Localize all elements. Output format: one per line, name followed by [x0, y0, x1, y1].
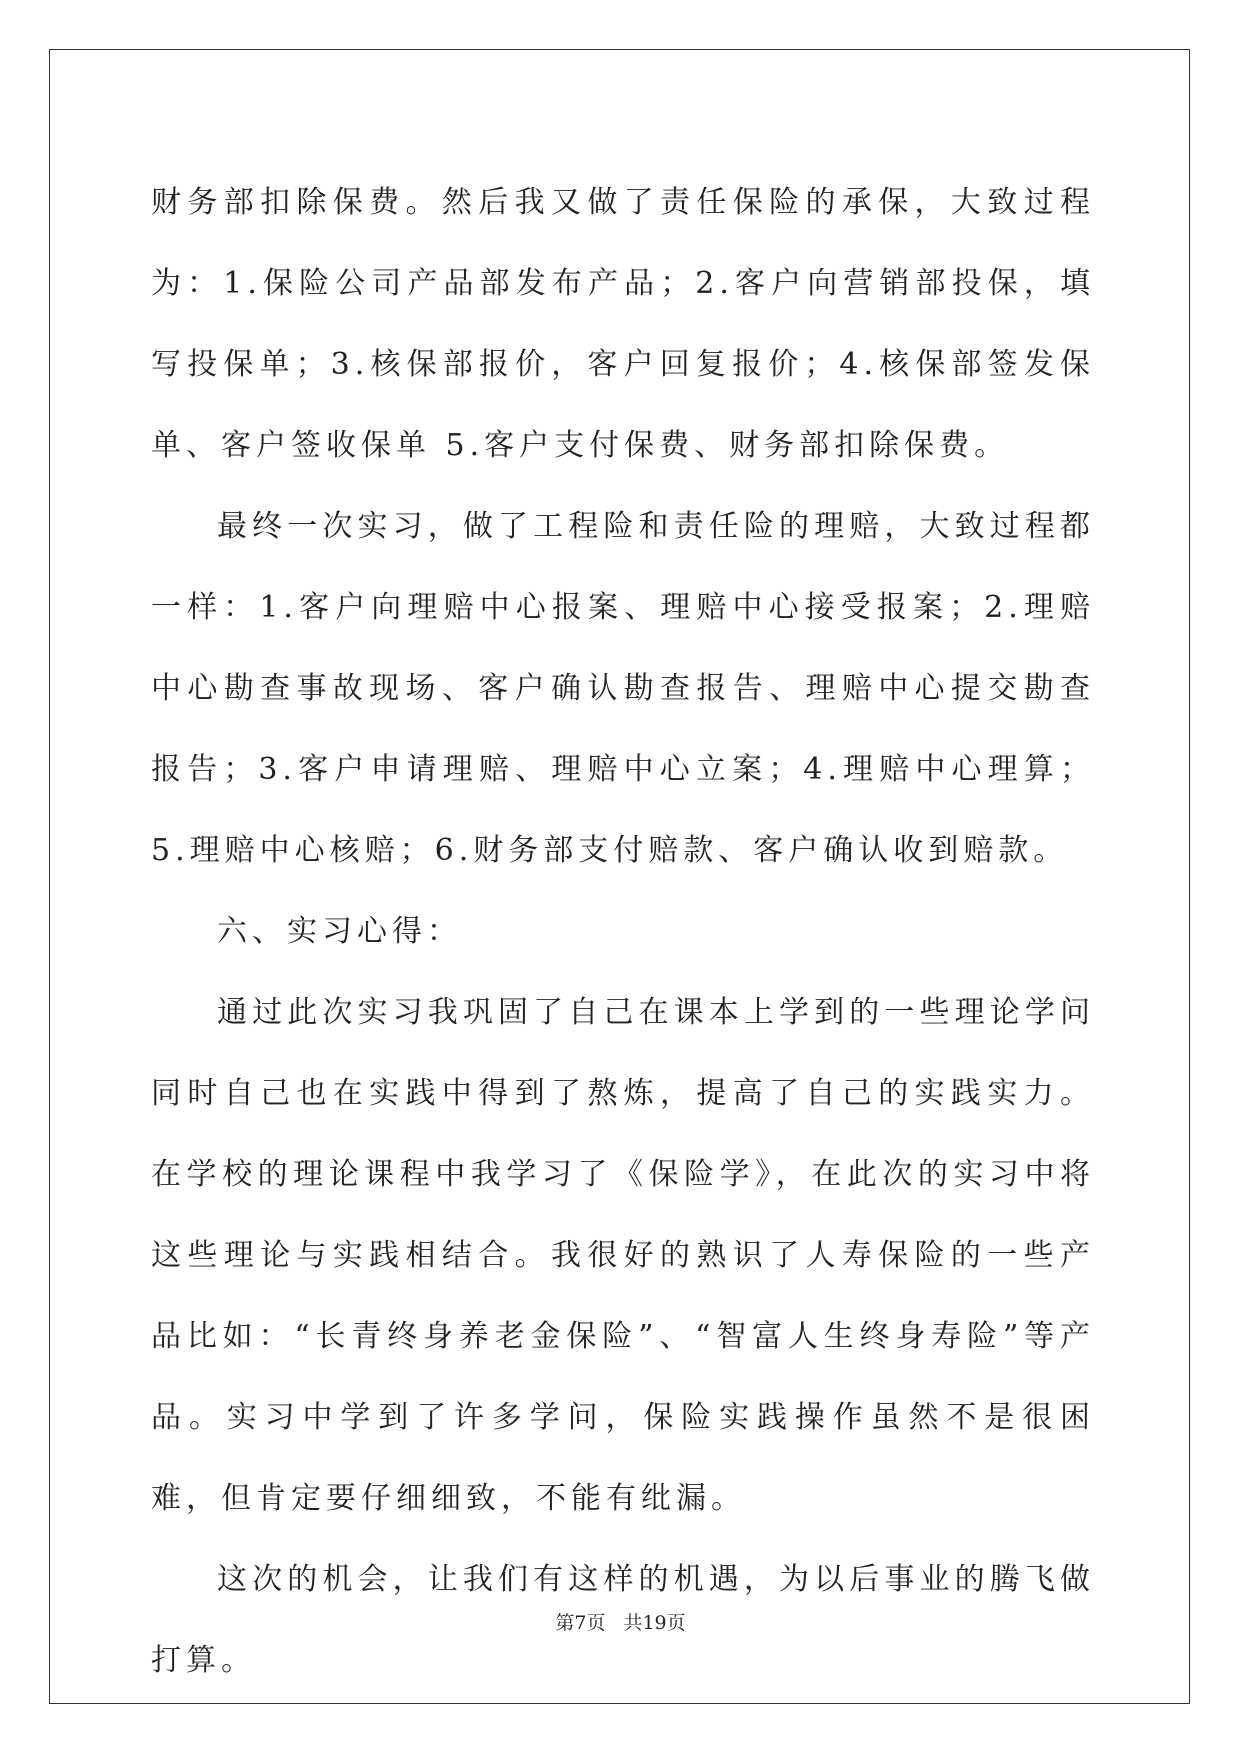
paragraph-underwriting-process: 财务部扣除保费。然后我又做了责任保险的承保，大致过程为：1.保险公司产品部发布产品；2.客户向营销部投保，填写投保单；3.核保部报价，客户回复报价；4.核保部签发保单、客户签收保单 5.客户支付保费、财务部扣除保费。	[151, 185, 1095, 463]
page-footer	[0, 1608, 1241, 1635]
page-total: 共19页	[623, 1612, 686, 1634]
paragraph-closing: 这次的机会，让我们有这样的机遇，为以后事业的腾飞做打算。	[151, 1562, 1095, 1678]
paragraph-claims-process: 最终一次实习，做了工程险和责任险的理赔，大致过程都一样：1.客户向理赔中心报案、理赔中心接受报案；2.理赔中心勘查事故现场、客户确认勘查报告、理赔中心提交勘查报告；3.客户申请理赔、理赔中心立案；4.理赔中心理算；5.理赔中心核赔；6.财务部支付赔款、客户确认收到赔款。	[151, 509, 1095, 868]
paragraph-reflections: 通过此次实习我巩固了自己在课本上学到的一些理论学问同时自己也在实践中得到了熬炼，提高了自己的实践实力。在学校的理论课程中我学习了《保险学》，在此次的实习中将这些理论与实践相结合。我很好的熟识了人寿保险的一些产品比如：“长青终身养老金保险”、“智富人生终身寿险”等产品。实习中学到了许多学问，保险实践操作虽然不是很困难，但肯定要仔细细致，不能有纰漏。	[151, 995, 1095, 1516]
document-body	[151, 162, 1095, 1701]
page-number: 第7页	[555, 1612, 606, 1634]
section-heading-internship-reflections: 六、实习心得：	[217, 914, 462, 949]
